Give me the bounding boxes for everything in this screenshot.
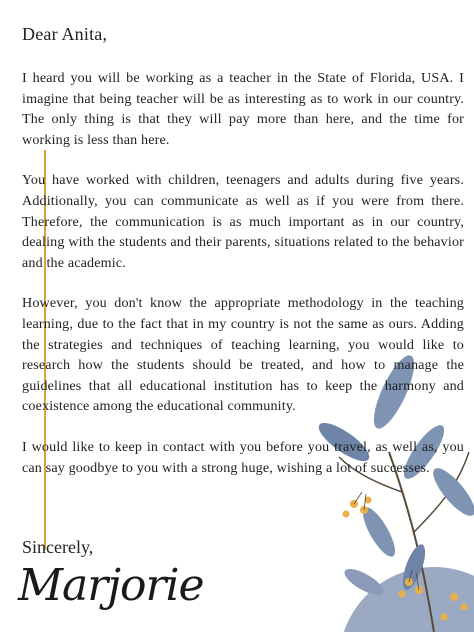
letter-greeting: Dear Anita,: [22, 24, 108, 44]
paragraph-1: I heard you will be working as a teacher in the State of Florida, USA. I imagine that being teacher will be as interesting as to work in our country. The only thing is that they will pay more than here, and the time for working is less than here.: [22, 70, 464, 148]
paragraph-4: I would like to keep in contact with you before you travel, as well as, you can say goodbye to you with a strong huge, wishing a lot of successes.: [22, 438, 464, 476]
signature: Marjorie: [18, 560, 204, 611]
paragraph-3: However, you don't know the appropriate methodology in the teaching learning, due to the fact that in my country is not the same as ours. Adding the strategies and techniques of teaching learning, you would like to research how the students should be treated, and how to manage the guidelines that all educational institution has to keep the harmony and coexistence among the educational community.: [22, 295, 464, 415]
paragraph-2: You have worked with children, teenagers and adults during five years. Additionally, you can communicate as well as if you were from there. Therefore, the communication is as much important as in our country, dealing with the students and their parents, situations related to the behavior and the academic.: [22, 172, 464, 271]
letter-body: [22, 22, 464, 498]
letter-closing: Sincerely,: [22, 537, 94, 557]
